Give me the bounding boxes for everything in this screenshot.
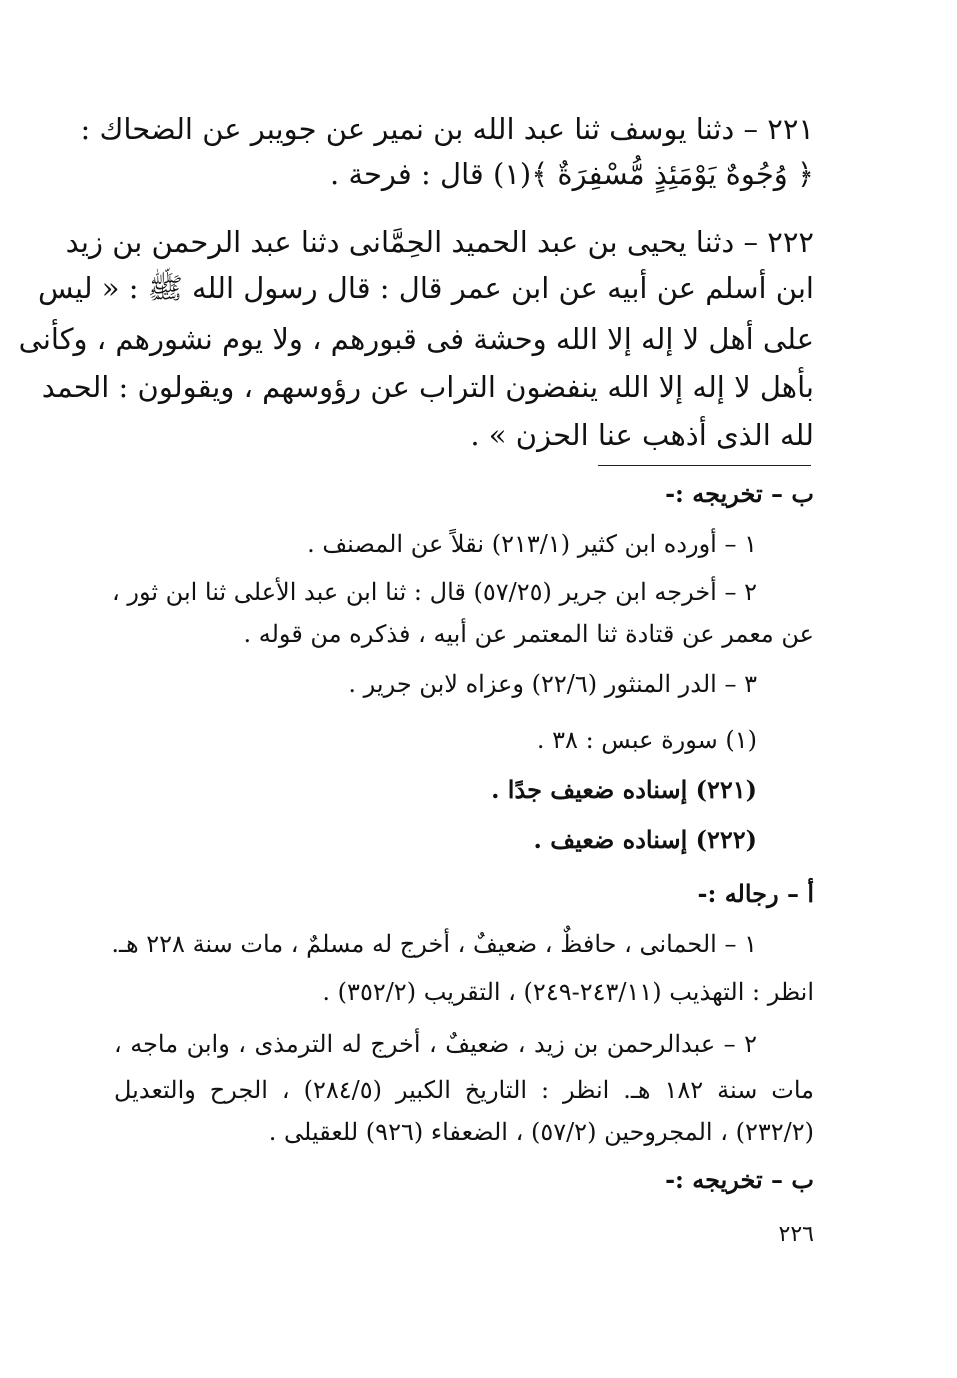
hadith-222-line-2: ابن أسلم عن أبيه عن ابن عمر قال : قال رسول الله ﷺ : « ليس <box>37 271 814 305</box>
rijal-item-2-line-2: مات سنة ١٨٢ هـ. انظر : التاريخ الكبير (٢٨٤/٥) ، الجرح والتعديل <box>114 1076 814 1104</box>
takhrij-item-2-line-2: عن معمر عن قتادة ثنا المعتمر عن أبيه ، فذكره من قوله . <box>243 620 814 648</box>
hadith-222-line-3: على أهل لا إله إلا الله وحشة فى قبورهم ، ولا يوم نشورهم ، وكأنى <box>18 322 814 356</box>
page-number: ٢٢٦ <box>778 1222 814 1247</box>
rijal-item-1-line-1: ١ – الحمانى ، حافظٌ ، ضعيفٌ ، أخرج له مسلمٌ ، مات سنة ٢٢٨ هـ. <box>111 930 757 958</box>
takhrij-item-1: ١ – أورده ابن كثير (٢١٣/١) نقلاً عن المصنف . <box>307 530 757 558</box>
hadith-222-line-4: بأهل لا إله إلا الله ينفضون التراب عن رؤوسهم ، ويقولون : الحمد <box>41 370 814 404</box>
takhrij-item-3: ٣ – الدر المنثور (٢٢/٦) وعزاه لابن جرير . <box>348 670 757 698</box>
hadith-221-line-1: ٢٢١ – دثنا يوسف ثنا عبد الله بن نمير عن جويبر عن الضحاك : <box>80 112 814 146</box>
rijal-item-2-line-1: ٢ – عبدالرحمن بن زيد ، ضعيفٌ ، أخرج له الترمذى ، وابن ماجه ، <box>114 1030 757 1058</box>
footnote-222: (٢٢٢) إسناده ضعيف . <box>533 825 757 854</box>
takhrij-221-heading: ب – تخريجه :- <box>665 479 814 508</box>
hadith-221-line-2: ﴿ وُجُوهٌ يَوْمَئِذٍ مُّسْفِرَةٌ ﴾(١) قال : فرحة . <box>330 157 814 191</box>
rijal-item-1-line-2: انظر : التهذيب (٢٤٣/١١-٢٤٩) ، التقريب (٣٥٢/٢) . <box>322 978 814 1006</box>
rijal-heading: أ – رجاله :- <box>697 879 814 908</box>
footnote-separator <box>598 465 811 466</box>
footnote-221: (٢٢١) إسناده ضعيف جدًا . <box>491 775 757 804</box>
footnote-1: (١) سورة عبس : ٣٨ . <box>536 726 757 754</box>
takhrij-222-heading: ب – تخريجه :- <box>665 1165 814 1194</box>
rijal-item-2-line-3: (٢٣٢/٢) ، المجروحين (٥٧/٢) ، الضعفاء (٩٢٦) للعقيلى . <box>268 1118 814 1146</box>
hadith-222-line-1: ٢٢٢ – دثنا يحيى بن عبد الحميد الحِمَّانى دثنا عبد الرحمن بن زيد <box>65 225 814 259</box>
takhrij-item-2-line-1: ٢ – أخرجه ابن جرير (٥٧/٢٥) قال : ثنا ابن عبد الأعلى ثنا ابن ثور ، <box>112 578 757 606</box>
hadith-222-line-5: لله الذى أذهب عنا الحزن » . <box>470 418 814 452</box>
